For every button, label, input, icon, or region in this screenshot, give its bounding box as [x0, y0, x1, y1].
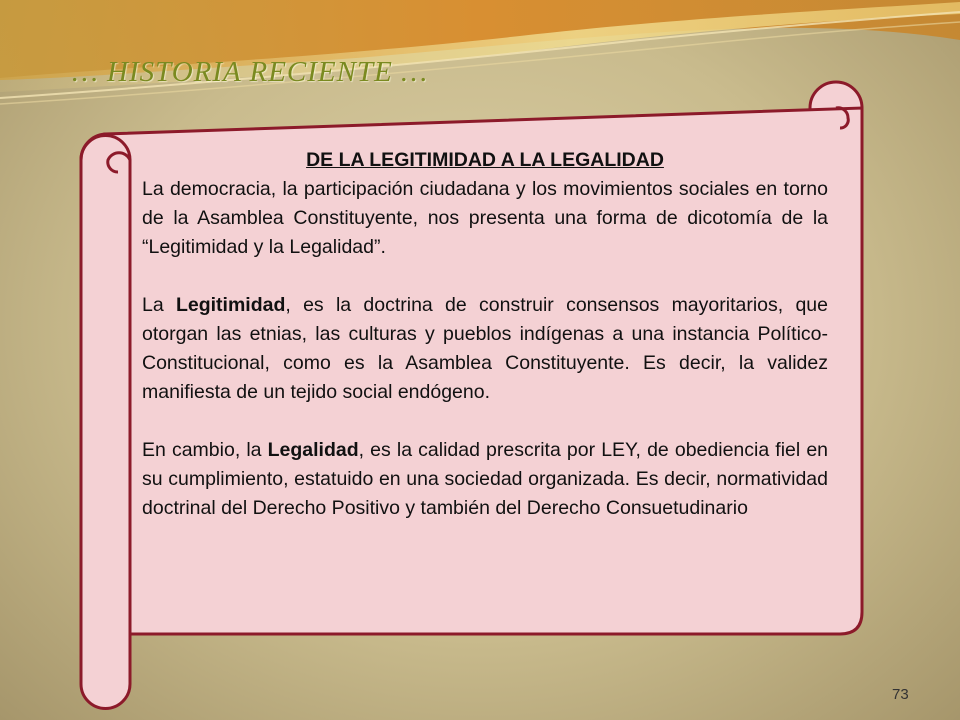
paragraph-legalidad — [142, 436, 828, 523]
page-number: 73 — [892, 686, 909, 703]
paragraph-legitimidad-post: , es la doctrina de construir consensos mayoritarios, que otorgan las etnias, las culturas y pueblos indígenas a una instancia Político-Constitucional, como es la Asamblea Constituyente. Es decir, la validez manifiesta de un tejido social endógeno. — [142, 294, 828, 403]
paragraph-legitimidad-pre: La — [142, 294, 176, 316]
paragraph-legalidad-pre: En cambio, la — [142, 439, 268, 461]
term-legitimidad: Legitimidad — [175, 294, 286, 316]
scroll-heading: DE LA LEGITIMIDAD A LA LEGALIDAD — [306, 149, 664, 171]
slide-title: … HISTORIA RECIENTE … — [72, 56, 428, 88]
paragraph-legalidad-post: , es la calidad prescrita por LEY, de obediencia fiel en su cumplimiento, estatuido en una sociedad organizada. Es decir, normatividad doctrinal del Derecho Positivo y también del Derecho Consuetudinario — [142, 439, 829, 519]
scroll-content — [142, 146, 828, 523]
paragraph-democracia: La democracia, la participación ciudadana y los movimientos sociales en torno de la Asamblea Constituyente, nos presenta una forma de dicotomía de la “Legitimidad y la Legalidad”. — [142, 178, 828, 258]
paragraph-legitimidad — [142, 291, 828, 407]
term-legalidad: Legalidad — [267, 439, 359, 461]
